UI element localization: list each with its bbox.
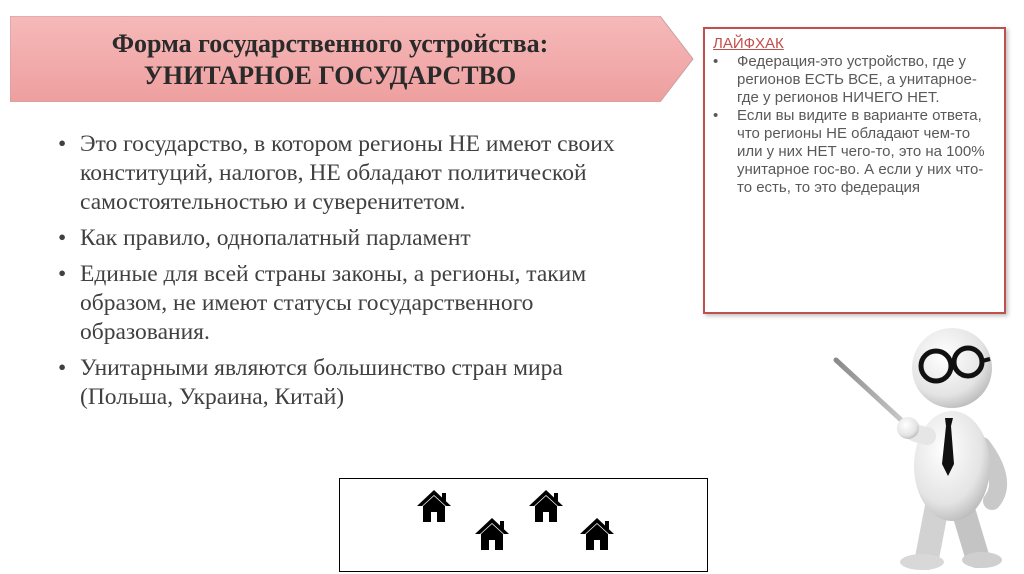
lifehack-item: • Если вы видите в варианте ответа, что регионы НЕ обладают чем-то или у них НЕТ чего-то, это на 100% унитарное гос-во. А если у них что-то есть, то это федерация xyxy=(713,107,996,197)
house-icon xyxy=(578,515,616,553)
house-icon xyxy=(473,515,511,553)
houses-box xyxy=(339,478,708,572)
bullet-item: • Единые для всей страны законы, а регионы, таким образом, не имеют статусы государственного образования. xyxy=(56,260,636,347)
main-bullet-list xyxy=(56,130,636,419)
house-icon xyxy=(527,487,565,525)
lifehack-box xyxy=(703,27,1006,314)
bullet-item: • Как правило, однопалатный парламент xyxy=(56,224,636,253)
teacher-figure-icon xyxy=(832,326,1018,572)
lifehack-list xyxy=(713,53,996,197)
bullet-item: • Это государство, в котором регионы НЕ имеют своих конституций, налогов, НЕ обладают политической самостоятельностью и суверенитетом. xyxy=(56,130,636,217)
title-banner xyxy=(10,16,695,102)
banner-title-line2: УНИТАРНОЕ ГОСУДАРСТВО xyxy=(143,61,517,90)
house-icon xyxy=(415,487,453,525)
bullet-item: • Унитарными являются большинство стран мира (Польша, Украина, Китай) xyxy=(56,354,636,412)
lifehack-title: ЛАЙФХАК xyxy=(713,35,784,52)
lifehack-item: • Федерация-это устройство, где у регионов ЕСТЬ ВСЕ, а унитарное-где у регионов НИЧЕГО НЕТ. xyxy=(713,53,996,107)
banner-title-line1: Форма государственного устройства: xyxy=(111,29,549,58)
